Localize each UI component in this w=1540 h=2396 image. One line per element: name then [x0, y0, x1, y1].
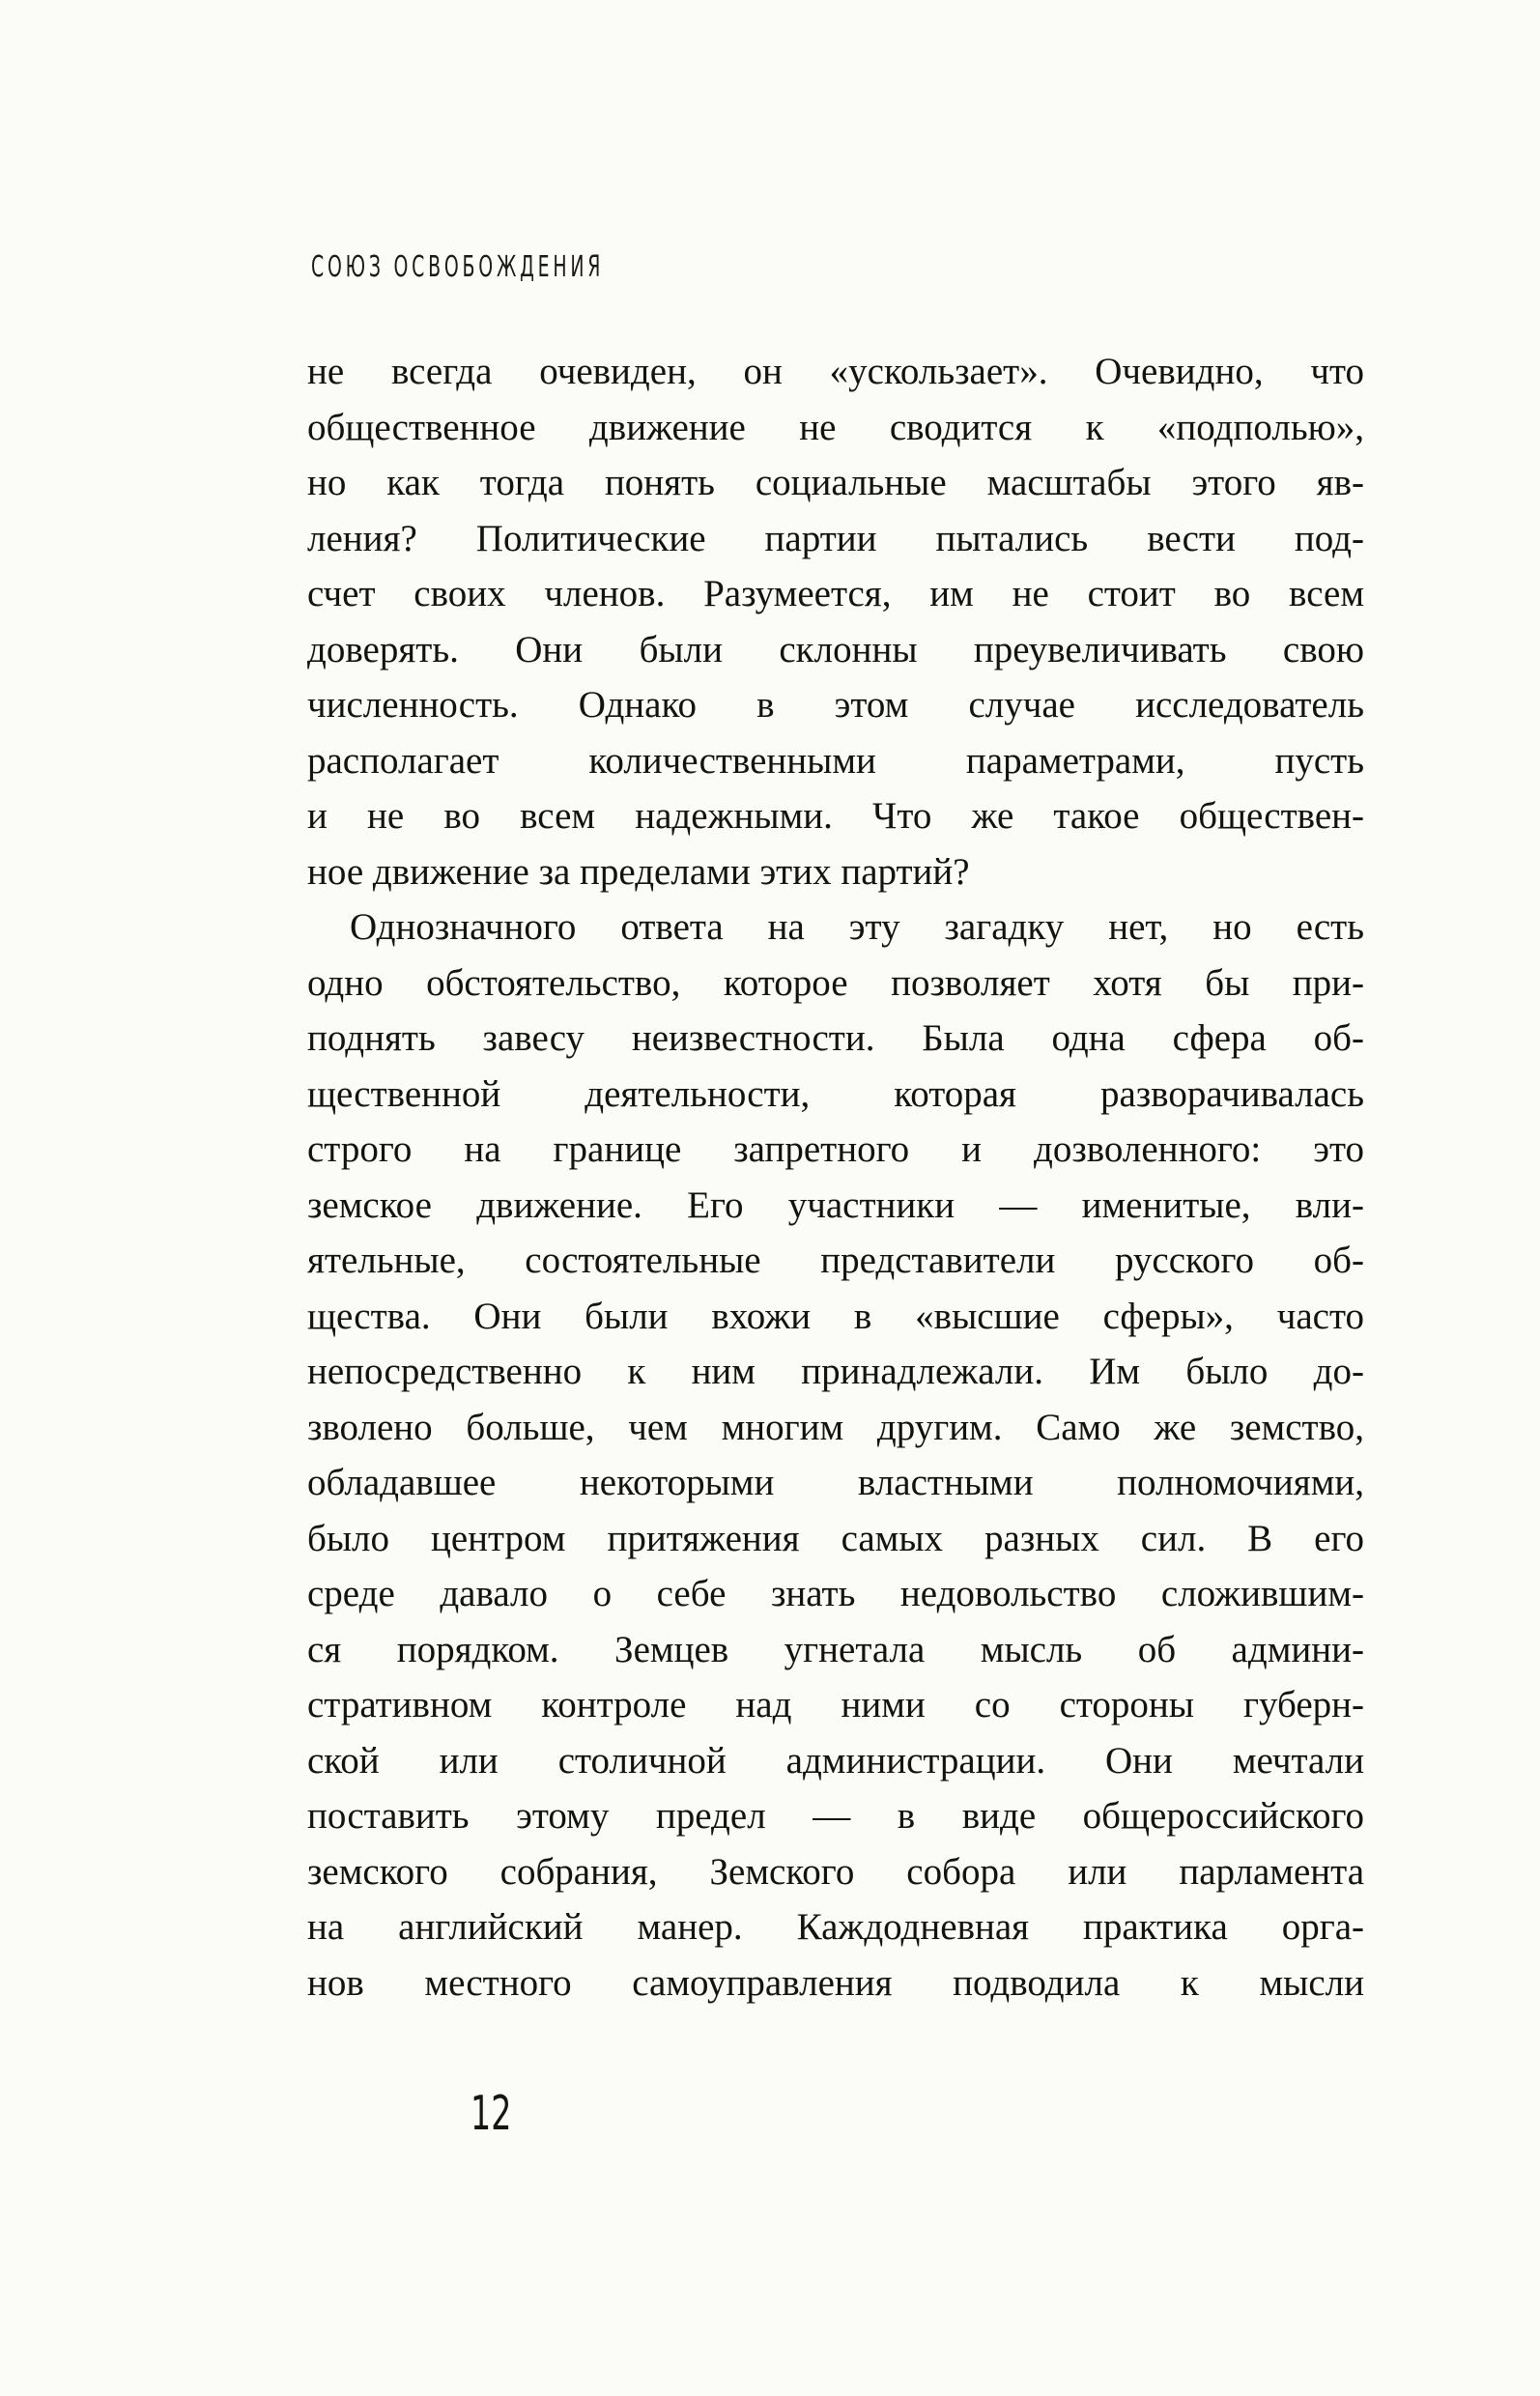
- text-line: ятельные, состоятельные представители русского об-: [307, 1240, 1364, 1281]
- text-line: не всегда очевиден, он «ускользает». Очевидно, что: [307, 351, 1364, 392]
- page-number: [471, 2086, 530, 2141]
- body-text: [307, 344, 1364, 2011]
- text-line: непосредственно к ним принадлежали. Им было до-: [307, 1351, 1364, 1392]
- text-line: Однозначного ответа на эту загадку нет, но есть: [350, 906, 1364, 948]
- text-line: доверять. Они были склонны преувеличивать свою: [307, 628, 1364, 670]
- text-line: обладавшее некоторыми властными полномочиями,: [307, 1462, 1364, 1503]
- text-line: счет своих членов. Разумеется, им не стоит во всем: [307, 573, 1364, 614]
- text-line: поставить этому предел — в виде общероссийского: [307, 1795, 1364, 1837]
- text-line: щественной деятельности, которая разворачивалась: [307, 1072, 1364, 1115]
- text-line: одно обстоятельство, которое позволяет хотя бы при-: [307, 961, 1364, 1004]
- text-line: располагает количественными параметрами, пусть: [307, 739, 1364, 782]
- text-line: щества. Они были вхожи в «высшие сферы», часто: [307, 1295, 1364, 1337]
- text-line: но как тогда понять социальные масштабы этого яв-: [307, 462, 1364, 503]
- text-line: общественное движение не сводится к «подполью»,: [307, 406, 1364, 448]
- text-line: ской или столичной администрации. Они мечтали: [307, 1739, 1364, 1782]
- text-line: стративном контроле над ними со стороны губерн-: [307, 1684, 1364, 1726]
- chapter-title: СОЮЗ ОСВОБОЖДЕНИЯ: [311, 250, 605, 284]
- text-line: на английский манер. Каждодневная практика орга-: [307, 1906, 1364, 1948]
- text-line: земского собрания, Земского собора или парламента: [307, 1850, 1364, 1893]
- text-line: ления? Политические партии пытались вести под-: [307, 517, 1364, 559]
- text-line: численность. Однако в этом случае исследователь: [307, 684, 1364, 726]
- text-line: нов местного самоуправления подводила к мысли: [307, 1961, 1364, 2004]
- text-line: строго на границе запретного и дозволенного: это: [307, 1128, 1364, 1170]
- text-line: ся порядком. Земцев угнетала мысль об админи-: [307, 1628, 1364, 1670]
- text-line: земское движение. Его участники — именитые, вли-: [307, 1184, 1364, 1226]
- page-number-value: 12: [471, 2086, 512, 2141]
- text-line: было центром притяжения самых разных сил. В его: [307, 1517, 1364, 1559]
- text-line: среде давало о себе знать недовольство сложившим-: [307, 1573, 1364, 1614]
- running-head: [311, 250, 776, 284]
- text-line: поднять завесу неизвестности. Была одна сфера об-: [307, 1017, 1364, 1059]
- text-line: и не во всем надежными. Что же такое обществен-: [307, 795, 1364, 837]
- text-line: зволено больше, чем многим другим. Само же земство,: [307, 1406, 1364, 1448]
- text-line: ное движение за пределами этих партий?: [307, 850, 970, 893]
